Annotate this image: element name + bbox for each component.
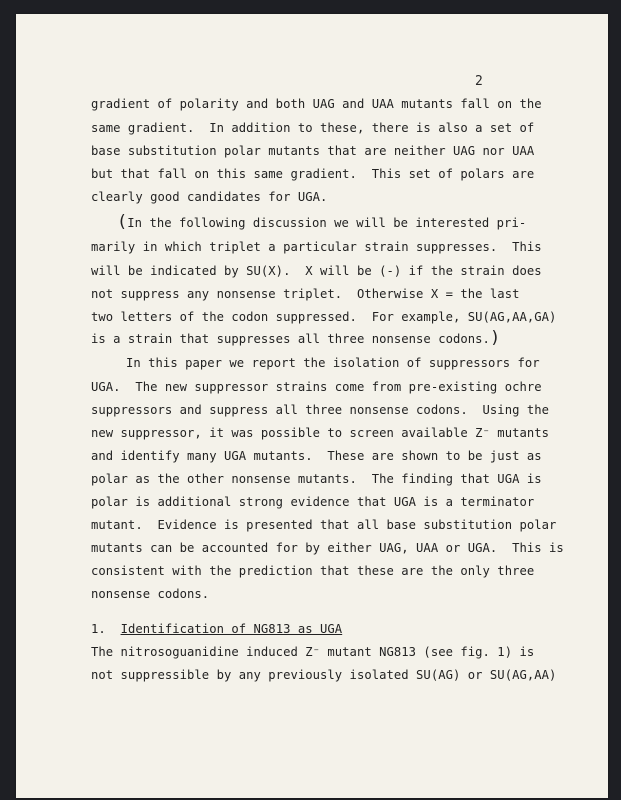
close-bracket: )	[489, 328, 501, 348]
open-bracket: (	[117, 212, 128, 232]
text-line: clearly good candidates for UGA.	[91, 190, 328, 204]
section-title: Identification of NG813 as UGA	[120, 622, 343, 636]
text-line: UGA. The new suppressor strains come from pre-existing ochre	[91, 380, 542, 394]
text-line: In this paper we report the isolation of suppressors for	[126, 356, 540, 370]
text-line: marily in which triplet a particular strain suppresses. This	[91, 240, 542, 254]
text-line: mutant. Evidence is presented that all base substitution polar	[91, 518, 557, 532]
section-heading	[91, 622, 342, 636]
text-line: nonsense codons.	[91, 587, 210, 601]
text-line: suppressors and suppress all three nonsense codons. Using the	[91, 403, 550, 417]
text-line: consistent with the prediction that these are the only three	[91, 564, 535, 578]
text-line: gradient of polarity and both UAG and UAA mutants fall on the	[91, 97, 542, 111]
text-line: The nitrosoguanidine induced Z⁻ mutant NG813 (see fig. 1) is	[91, 645, 535, 659]
text-line: but that fall on this same gradient. This set of polars are	[91, 167, 535, 181]
text-line: polar as the other nonsense mutants. The finding that UGA is	[91, 472, 542, 486]
text-line: mutants can be accounted for by either UAG, UAA or UGA. This is	[91, 541, 564, 555]
text-line: base substitution polar mutants that are neither UAG nor UAA	[91, 144, 535, 158]
text-line-content: is a strain that suppresses all three nonsense codons.	[91, 332, 490, 346]
text-line: not suppressible by any previously isolated SU(AG) or SU(AG,AA)	[91, 668, 557, 682]
section-number: 1.	[91, 622, 106, 636]
text-line: two letters of the codon suppressed. For example, SU(AG,AA,GA)	[91, 310, 557, 324]
text-line: same gradient. In addition to these, there is also a set of	[91, 121, 535, 135]
page-number: 2	[475, 74, 483, 89]
text-line: will be indicated by SU(X). X will be (-) if the strain does	[91, 264, 542, 278]
text-line: and identify many UGA mutants. These are shown to be just as	[91, 449, 542, 463]
text-line	[117, 212, 527, 232]
text-line-content: In the following discussion we will be interested pri-	[127, 216, 527, 230]
text-line: not suppress any nonsense triplet. Otherwise X = the last	[91, 287, 520, 301]
text-line	[91, 328, 501, 348]
text-line: new suppressor, it was possible to screen available Z⁻ mutants	[91, 426, 550, 440]
text-line: polar is additional strong evidence that UGA is a terminator	[91, 495, 535, 509]
